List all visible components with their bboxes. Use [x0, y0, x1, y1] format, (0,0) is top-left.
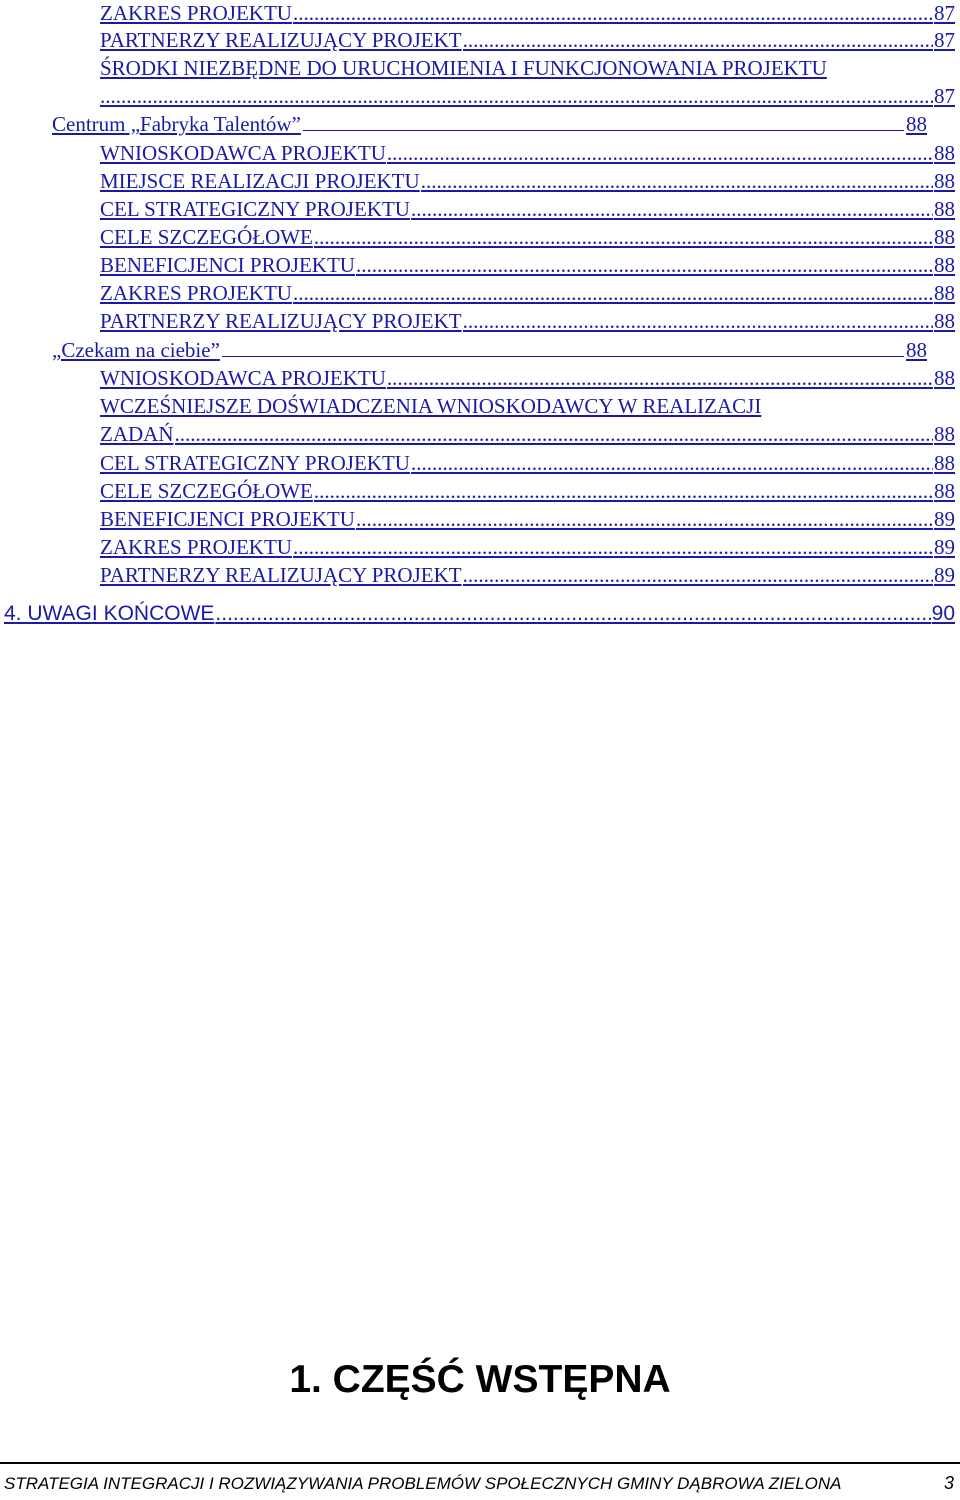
toc-page-number: 89 — [934, 535, 955, 559]
toc-leader-dots — [100, 83, 933, 109]
toc-entry[interactable] — [100, 83, 955, 109]
toc-entry-title: ZAKRES PROJEKTU — [100, 281, 292, 305]
toc-entry[interactable] — [52, 337, 927, 363]
toc-page-number: 90 — [931, 602, 955, 625]
toc-entry[interactable] — [100, 280, 955, 306]
toc-entry-title: PARTNERZY REALIZUJĄCY PROJEKT — [100, 28, 462, 52]
toc-entry[interactable] — [100, 308, 955, 334]
toc-link[interactable] — [100, 450, 955, 476]
toc-leader-dots — [314, 224, 933, 250]
toc-entry[interactable] — [100, 224, 955, 250]
footer-divider — [0, 1462, 960, 1464]
toc-leader-dots — [356, 252, 933, 278]
toc-entry[interactable] — [100, 393, 955, 419]
toc-page-number: 88 — [934, 169, 955, 193]
toc-link[interactable] — [100, 0, 955, 26]
toc-leader-dots — [293, 280, 933, 306]
toc-leader-dots — [387, 140, 933, 166]
toc-link[interactable] — [100, 421, 955, 447]
toc-leader-dots — [387, 365, 933, 391]
toc-entry-title: PARTNERZY REALIZUJĄCY PROJEKT — [100, 563, 462, 587]
toc-link[interactable] — [100, 140, 955, 166]
toc-entry-title: BENEFICJENCI PROJEKTU — [100, 507, 355, 531]
toc-entry-title: CELE SZCZEGÓŁOWE — [100, 225, 313, 249]
toc-page-number: 88 — [934, 281, 955, 305]
toc-entry[interactable] — [100, 196, 955, 222]
toc-entry[interactable] — [100, 55, 955, 81]
toc-entry[interactable] — [100, 0, 955, 26]
toc-leader-dots — [411, 196, 933, 222]
toc-entry[interactable] — [52, 111, 927, 137]
toc-entry-chapter[interactable] — [4, 601, 955, 627]
toc-leader-line — [303, 112, 904, 131]
toc-entry-title: Centrum „Fabryka Talentów” — [52, 112, 301, 136]
toc-page-number: 88 — [906, 338, 927, 362]
toc-entry-title: ZADAŃ — [100, 422, 174, 446]
toc-leader-dots — [421, 168, 933, 194]
toc-entry-title: CEL STRATEGICZNY PROJEKTU — [100, 197, 410, 221]
toc-link[interactable] — [100, 365, 955, 391]
toc-leader-dots — [463, 308, 933, 334]
toc-entry-title: 4. UWAGI KOŃCOWE — [4, 602, 215, 625]
toc-entry-title: WCZEŚNIEJSZE DOŚWIADCZENIA WNIOSKODAWCY W REALIZACJI — [100, 394, 762, 418]
toc-leader-dots — [463, 27, 933, 53]
toc-entry[interactable] — [100, 450, 955, 476]
toc-link[interactable] — [100, 224, 955, 250]
page-footer — [4, 1473, 954, 1497]
toc-link[interactable] — [52, 111, 927, 137]
section-heading: 1. CZĘŚĆ WSTĘPNA — [289, 1358, 671, 1401]
toc-page-number: 89 — [934, 563, 955, 587]
toc-link[interactable] — [52, 337, 927, 363]
toc-leader-dots — [314, 478, 933, 504]
toc-leader-line — [222, 338, 904, 357]
toc-page-number: 88 — [934, 309, 955, 333]
toc-link[interactable] — [100, 83, 955, 109]
toc-entry[interactable] — [100, 478, 955, 504]
toc-entry[interactable] — [100, 562, 955, 588]
toc-link[interactable] — [4, 601, 955, 627]
toc-entry[interactable] — [100, 168, 955, 194]
toc-page-number: 87 — [934, 84, 955, 108]
toc-page-number: 88 — [934, 479, 955, 503]
toc-page-number: 88 — [934, 451, 955, 475]
toc-page-number: 88 — [934, 253, 955, 277]
toc-entry-title: „Czekam na ciebie” — [52, 338, 220, 362]
toc-page-number: 88 — [934, 422, 955, 446]
toc-link[interactable] — [100, 562, 955, 588]
toc-entry-title: PARTNERZY REALIZUJĄCY PROJEKT — [100, 309, 462, 333]
toc-entry-title: WNIOSKODAWCA PROJEKTU — [100, 141, 386, 165]
footer-page-number: 3 — [943, 1473, 954, 1493]
toc-entry[interactable] — [100, 506, 955, 532]
toc-link[interactable] — [100, 168, 955, 194]
toc-entry[interactable] — [100, 534, 955, 560]
toc-entry[interactable] — [100, 140, 955, 166]
toc-link[interactable] — [100, 252, 955, 278]
toc-page-number: 89 — [934, 507, 955, 531]
toc-entry-title: ŚRODKI NIEZBĘDNE DO URUCHOMIENIA I FUNKCJONOWANIA PROJEKTU — [100, 56, 827, 80]
toc-entry-title: CEL STRATEGICZNY PROJEKTU — [100, 451, 410, 475]
toc-page-number: 88 — [934, 141, 955, 165]
toc-entry[interactable] — [100, 27, 955, 53]
toc-entry[interactable] — [100, 252, 955, 278]
footer-title: STRATEGIA INTEGRACJI I ROZWIĄZYWANIA PROBLEMÓW SPOŁECZNYCH GMINY DĄBROWA ZIELONA — [4, 1474, 842, 1493]
toc-link[interactable] — [100, 27, 955, 53]
toc-entry-title: MIEJSCE REALIZACJI PROJEKTU — [100, 169, 420, 193]
toc-leader-dots — [411, 450, 933, 476]
toc-page-number: 88 — [934, 197, 955, 221]
toc-link[interactable] — [100, 196, 955, 222]
toc-entry-title: ZAKRES PROJEKTU — [100, 535, 292, 559]
toc-entry[interactable] — [100, 421, 955, 447]
toc-link[interactable] — [100, 308, 955, 334]
toc-entry-title: ZAKRES PROJEKTU — [100, 1, 292, 25]
toc-page-number: 88 — [934, 225, 955, 249]
toc-page-number: 88 — [934, 366, 955, 390]
toc-leader-dots — [293, 0, 933, 26]
toc-link[interactable] — [100, 393, 955, 419]
toc-link[interactable] — [100, 478, 955, 504]
toc-leader-dots — [215, 601, 930, 627]
toc-page-number: 87 — [934, 1, 955, 25]
toc-leader-dots — [356, 506, 933, 532]
toc-link[interactable] — [100, 534, 955, 560]
toc-leader-dots — [463, 562, 933, 588]
toc-leader-dots — [293, 534, 933, 560]
toc-page-number: 87 — [934, 28, 955, 52]
toc-entry-title: WNIOSKODAWCA PROJEKTU — [100, 366, 386, 390]
toc-link[interactable] — [100, 55, 955, 81]
toc-entry-title: BENEFICJENCI PROJEKTU — [100, 253, 355, 277]
toc-link[interactable] — [100, 280, 955, 306]
toc-leader-dots — [175, 421, 934, 447]
toc-entry-title: CELE SZCZEGÓŁOWE — [100, 479, 313, 503]
toc-entry[interactable] — [100, 365, 955, 391]
toc-link[interactable] — [100, 506, 955, 532]
toc-page-number: 88 — [906, 112, 927, 136]
